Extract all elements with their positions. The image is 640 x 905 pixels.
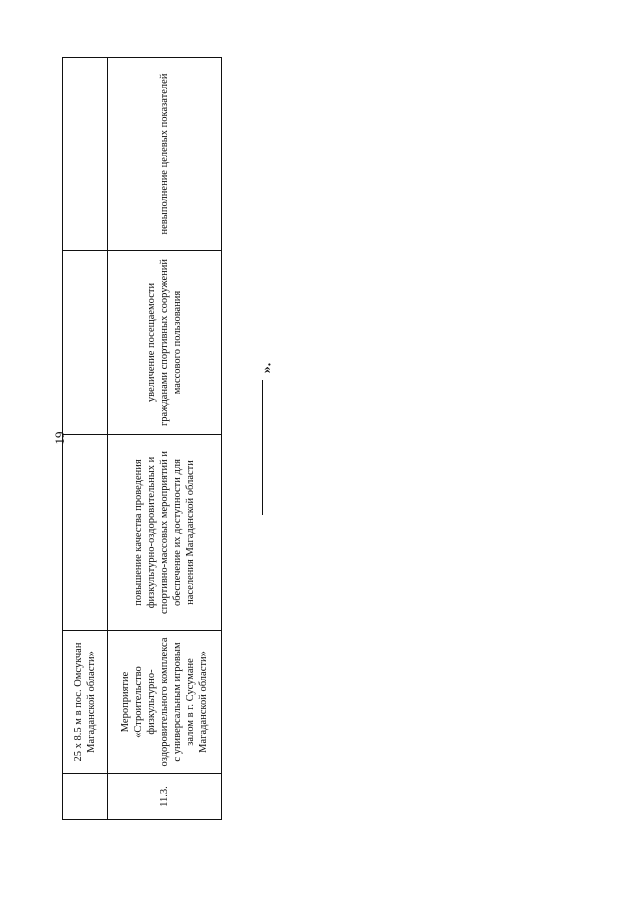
cell-risk [63,58,108,251]
table-rotated [62,58,222,820]
cell-name: 25 x 8.5 м в пос. Омсукчан Магаданской области» [63,631,108,774]
table-row [108,58,222,820]
cell-result: повышение качества проведения физкультурно-оздоровительных и спортивно-массовых мероприятий и обеспечение их доступности для населения Магаданской области [108,435,222,631]
cell-indicator: увеличение посещаемости гражданами спортивных сооружений массового пользования [108,251,222,435]
cell-name: Мероприятие «Строительство физкультурно-оздоровительного комплекса с универсальным игровым залом в г. Сусумане Магаданской области» [108,631,222,774]
table-row [63,58,108,820]
measures-table [62,57,222,820]
cell-num: 11.3. [108,774,222,820]
cell-risk: невыполнение целевых показателей [108,58,222,251]
closing-quote: ». [259,362,275,374]
cell-num [63,774,108,820]
page-number: 19 [52,431,67,445]
table-container [62,58,222,820]
cell-indicator [63,251,108,435]
cell-result [63,435,108,631]
signature-line [262,380,263,515]
